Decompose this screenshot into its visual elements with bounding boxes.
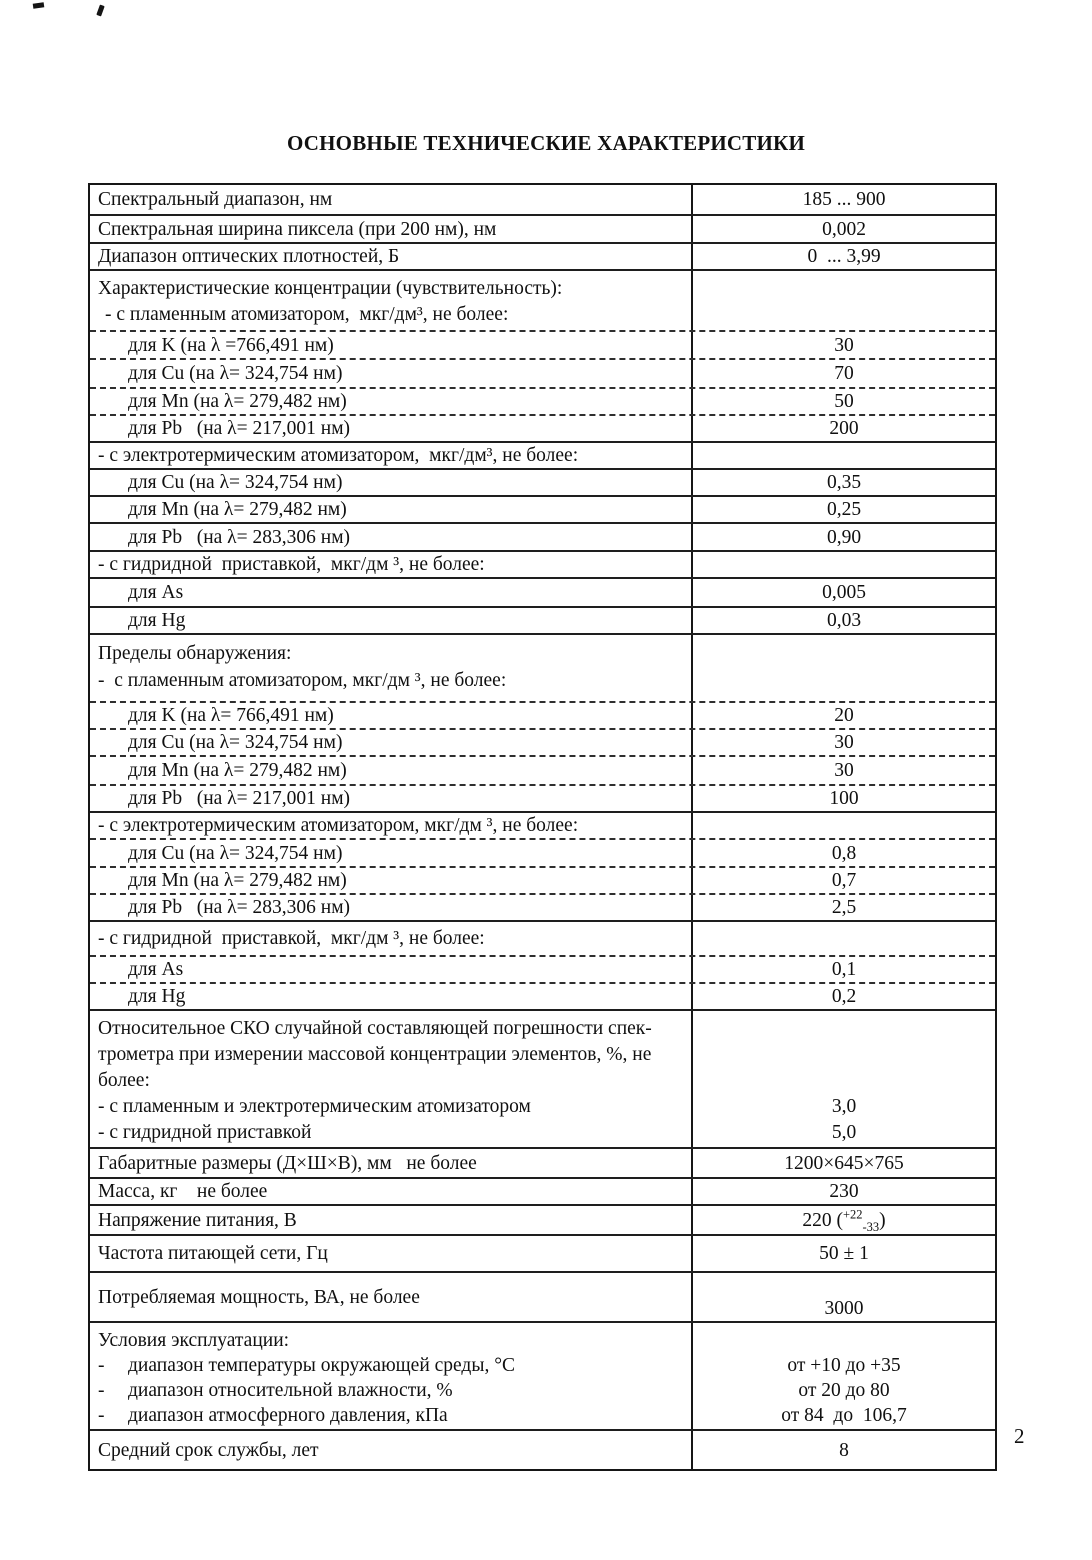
row-value-line: 30 [834,760,854,781]
row-value-cell [691,608,995,633]
row-value-cell [691,185,995,214]
row-value-line: 50 ± 1 [819,1243,869,1264]
row-value-line [699,1068,989,1094]
row-label-cell [90,244,691,269]
row-label-line: для K (на λ =766,491 нм) [128,334,334,356]
table-row [90,552,995,579]
row-label-cell [90,1323,691,1429]
row-label-line: для Cu (на λ= 324,754 нм) [128,732,343,753]
row-value-line: от +10 до +35 [787,1355,901,1376]
row-label-cell [90,813,691,838]
spec-table [88,183,997,1471]
row-value-cell [691,786,995,811]
row-value-line [699,1209,989,1232]
row-label-line: для Pb (на λ= 217,001 нм) [128,418,351,439]
scan-artifact [96,4,104,16]
row-value-line: 200 [829,418,859,439]
row-label-cell [90,730,691,755]
row-label-cell [90,1179,691,1204]
row-value-line: 0,90 [826,526,862,548]
row-value-cell [691,757,995,784]
row-value-line: 50 [834,391,854,412]
row-label-cell [90,497,691,522]
row-value-line: 20 [834,705,854,726]
row-value-cell [691,470,995,495]
row-value-line: 0,8 [831,842,857,864]
table-row [90,757,995,786]
table-row [90,579,995,608]
row-value-cell [691,730,995,755]
row-label-line: для Mn (на λ= 279,482 нм) [128,391,347,412]
row-label-line: для Cu (на λ= 324,754 нм) [128,842,343,864]
row-label-line: для Pb (на λ= 283,306 нм) [128,526,351,548]
row-label-cell [90,703,691,728]
row-label-line: - с гидридной приставкой [98,1122,312,1143]
row-value-cell [691,1149,995,1177]
row-label-line: для Pb (на λ= 217,001 нм) [128,788,351,809]
row-label-line: для K (на λ= 766,491 нм) [128,705,334,726]
row-label-cell [90,1431,691,1469]
row-label-line [98,1353,685,1378]
value-sub: -33 [862,1219,880,1234]
row-label-cell [90,552,691,577]
row-label-line: Условия эксплуатации: [98,1330,290,1351]
row-label-cell [90,1011,691,1147]
table-row [90,868,995,895]
row-value-line: от 20 до 80 [798,1380,890,1401]
row-value-cell [691,703,995,728]
row-label-line: для Mn (на λ= 279,482 нм) [128,870,347,891]
row-label-cell [90,579,691,606]
row-label-line: для Hg [128,986,186,1007]
row-value-cell [691,1431,995,1469]
bullet-dash: - [98,1380,105,1401]
row-value-line [699,1016,989,1042]
table-row [90,1206,995,1236]
row-value-line: 30 [834,334,854,356]
row-label-cell [90,922,691,955]
row-label-line: для Cu (на λ= 324,754 нм) [128,472,343,493]
row-value-line [699,1274,989,1297]
row-value-line: 70 [834,363,854,384]
row-value-cell [691,1236,995,1271]
row-value-cell [691,389,995,414]
row-label-line: - с электротермическим атомизатором, мкг/дм³, не более: [98,445,579,466]
row-label-line: - с гидридной приставкой, мкг/дм ³, не более: [98,928,485,949]
row-value-line: 5,0 [831,1122,857,1143]
row-label-cell [90,1236,691,1271]
row-value-line: 230 [829,1181,859,1202]
row-value-line [699,1042,989,1068]
row-label-cell [90,840,691,866]
row-label-line: Относительное СКО случайной составляющей погрешности спек- [98,1018,652,1039]
row-value-cell [691,244,995,269]
row-value-line: 3,0 [831,1096,857,1117]
row-label-cell [90,957,691,982]
table-row [90,216,995,244]
table-row [90,1179,995,1206]
table-row [90,389,995,416]
row-label-cell [90,524,691,550]
table-row [90,1323,995,1431]
row-label-line: для As [128,959,184,980]
row-label-line: для Pb (на λ= 283,306 нм) [128,897,351,918]
row-label-line: для Mn (на λ= 279,482 нм) [128,760,347,781]
row-label-cell [90,332,691,358]
row-value-line: 30 [834,732,854,753]
row-label-line: более: [98,1070,150,1091]
row-value-cell [691,416,995,441]
row-label-cell [90,608,691,633]
row-value-cell [691,1179,995,1204]
bullet-text: диапазон атмосферного давления, кПа [128,1405,448,1426]
row-value-line: 0,005 [822,582,866,603]
row-label-line: - с пламенным атомизатором, мкг/дм³, не более: [105,304,509,325]
row-label-cell [90,389,691,414]
row-value-cell [691,332,995,358]
row-value-line: от 84 до 106,7 [781,1405,907,1426]
value-segment: 220 ( [802,1209,843,1231]
row-value-cell [691,443,995,468]
row-value-line: 0,2 [831,986,857,1007]
bullet-dash: - [98,1405,105,1426]
row-label-line: Частота питающей сети, Гц [98,1243,328,1264]
row-value-line: 100 [829,788,859,809]
value-segment: ) [879,1209,886,1231]
table-row [90,703,995,730]
row-label-line: для Cu (на λ= 324,754 нм) [128,363,343,384]
row-value-cell [691,1011,995,1147]
table-row [90,813,995,840]
row-value-line: 185 ... 900 [802,189,886,210]
row-value-line: 0,35 [826,472,862,493]
row-label-line: Пределы обнаружения: [98,643,292,664]
table-row [90,608,995,635]
row-value-line [699,1328,989,1353]
table-row [90,360,995,389]
row-label-line [98,1403,685,1428]
table-row [90,470,995,497]
value-sup: +22 [842,1207,863,1221]
row-label-line: Габаритные размеры (Д×Ш×В), мм не более [98,1152,477,1174]
table-row [90,840,995,868]
row-value-line: 0,25 [826,499,862,520]
row-label-line: Масса, кг не более [98,1181,268,1202]
row-label-cell [90,443,691,468]
table-row [90,1273,995,1323]
row-label-cell [90,470,691,495]
table-row [90,984,995,1011]
row-value-cell [691,813,995,838]
row-value-cell [691,579,995,606]
bullet-dash: - [98,1355,105,1376]
table-row [90,332,995,360]
row-value-cell [691,497,995,522]
row-label-line: Диапазон оптических плотностей, Б [98,246,400,267]
row-value-cell [691,635,995,701]
row-label-line: - с гидридной приставкой, мкг/дм ³, не более: [98,554,485,575]
row-value-line: 1200×645×765 [784,1152,904,1174]
table-row [90,497,995,524]
row-label-line: Спектральная ширина пиксела (при 200 нм), нм [98,218,497,240]
table-row [90,895,995,922]
table-row [90,271,995,332]
row-value-cell [691,271,995,330]
row-value-cell [691,895,995,920]
row-value-line: 0,1 [831,959,857,980]
row-label-cell [90,360,691,387]
table-row [90,730,995,757]
table-row [90,1431,995,1469]
row-label-line: для Mn (на λ= 279,482 нм) [128,499,347,520]
row-label-line: - с пламенным и электротермическим атомизатором [98,1096,531,1117]
table-row [90,443,995,470]
row-value-cell [691,840,995,866]
row-value-line: 0 ... 3,99 [807,246,881,267]
row-value-line: 2,5 [831,897,857,918]
row-value-cell [691,1323,995,1429]
table-row [90,185,995,216]
row-label-cell [90,895,691,920]
table-row [90,1236,995,1273]
row-label-cell [90,1149,691,1177]
row-label-cell [90,786,691,811]
bullet-text: диапазон относительной влажности, % [128,1380,453,1401]
row-label-cell [90,757,691,784]
row-label-line: - с электротермическим атомизатором, мкг/дм ³, не более: [98,815,579,836]
row-value-cell [691,922,995,955]
row-value-cell [691,524,995,550]
row-label-line: трометра при измерении массовой концентрации элементов, %, не [98,1044,652,1065]
row-label-cell [90,216,691,242]
bullet-text: диапазон температуры окружающей среды, °С [128,1355,516,1376]
row-value-line: 3000 [824,1298,864,1319]
row-label-cell [90,984,691,1009]
row-label-cell [90,416,691,441]
scan-artifact [33,2,45,8]
page-title: ОСНОВНЫЕ ТЕХНИЧЕСКИЕ ХАРАКТЕРИСТИКИ [286,131,805,155]
row-label-line: для As [128,582,184,603]
row-value-cell [691,1273,995,1321]
row-value-line: 8 [839,1439,849,1461]
table-row [90,786,995,813]
row-value-cell [691,984,995,1009]
table-row [90,1149,995,1179]
row-value-cell [691,868,995,893]
row-value-line: 0,03 [826,610,862,631]
row-label-line: Средний срок службы, лет [98,1439,319,1461]
row-label-line: Спектральный диапазон, нм [98,189,333,210]
row-label-line [98,1378,685,1403]
table-row [90,1011,995,1149]
row-label-cell [90,1206,691,1234]
row-label-cell [90,1273,691,1321]
row-label-cell [90,635,691,701]
row-label-line: Потребляемая мощность, ВА, не более [98,1286,420,1308]
table-row [90,416,995,443]
row-label-line: Напряжение питания, В [98,1209,297,1231]
row-value-cell [691,552,995,577]
row-value-line: 0,002 [822,218,866,240]
row-value-cell [691,360,995,387]
table-row [90,957,995,984]
row-label-cell [90,868,691,893]
row-label-line: - с пламенным атомизатором, мкг/дм ³, не более: [98,670,507,691]
table-row [90,635,995,703]
table-row [90,524,995,552]
row-value-cell [691,216,995,242]
row-label-cell [90,271,691,330]
table-row [90,244,995,271]
page-number: 2 [1014,1424,1025,1448]
table-row [90,922,995,957]
row-label-line: для Hg [128,610,186,631]
row-value-cell [691,1206,995,1234]
row-value-cell [691,957,995,982]
row-value-line: 0,7 [831,870,857,891]
row-label-line: Характеристические концентрации (чувствительность): [98,278,563,299]
row-label-cell [90,185,691,214]
